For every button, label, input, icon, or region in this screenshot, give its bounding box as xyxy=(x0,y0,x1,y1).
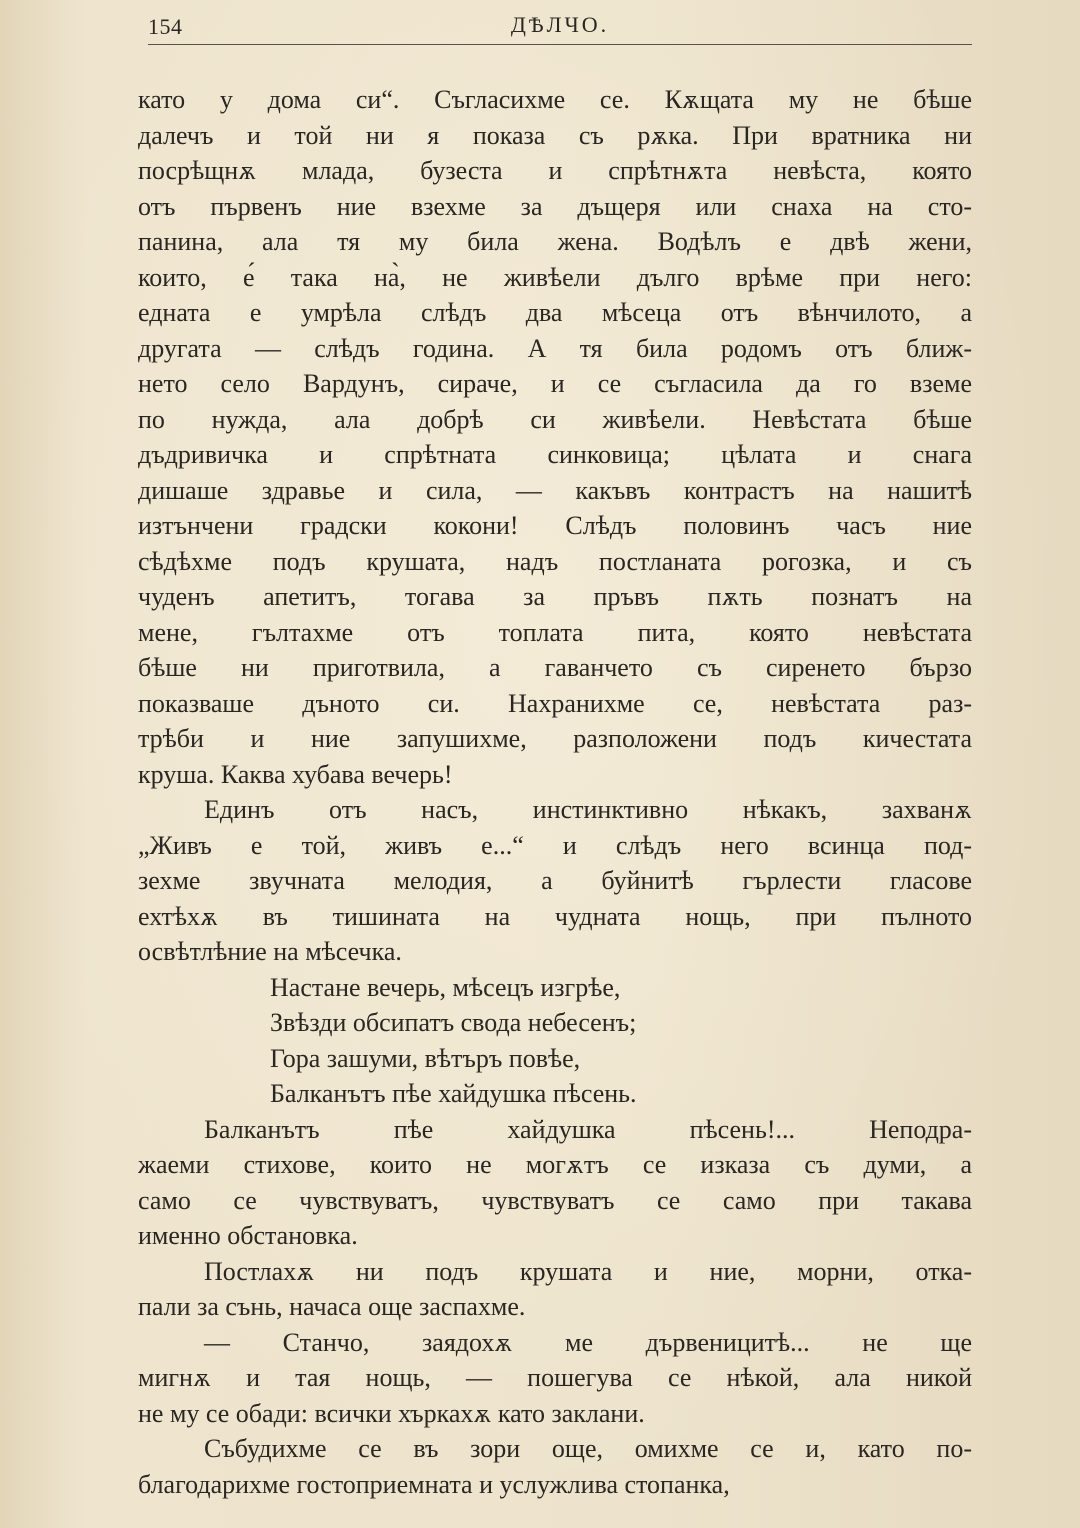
text-line: панина, ала тя му била жена. Водѣлъ е двѣ жени, xyxy=(138,227,972,256)
verse-line: Настане вечерь, мѣсецъ изгрѣе, xyxy=(270,972,621,1002)
paragraph xyxy=(138,792,972,970)
text-line: именно обстановка. xyxy=(138,1221,358,1250)
running-title: ДѢЛЧО. xyxy=(510,12,610,37)
text-line: само се чувствуватъ, чувствуватъ се само при такава xyxy=(138,1185,972,1215)
text-line: бѣше ни приготвила, а гаванчето съ сиренето бързо xyxy=(138,653,972,682)
page-number: 154 xyxy=(148,14,183,39)
text-line: ехтѣхѫ въ тишината на чудната нощь, при пълното xyxy=(138,901,972,931)
text-line: Постлахѫ ни подъ крушата и ние, морни, отка- xyxy=(204,1256,972,1286)
page-body xyxy=(138,82,972,1502)
text-line: далечъ и той ни я показа съ рѫка. При вратника ни xyxy=(138,120,972,150)
text-line: Събудихме се въ зори още, омихме се и, като по- xyxy=(204,1434,972,1463)
text-line: дишаше здравье и сила, — какъвъ контрастъ на нашитѣ xyxy=(138,475,972,505)
paragraphs-after-verse xyxy=(138,1112,972,1503)
paragraph xyxy=(138,82,972,792)
text-line: сѣдѣхме подъ крушата, надъ постланата рогозка, и съ xyxy=(138,546,972,576)
text-line: показваше дъното си. Нахранихме се, невѣстата раз- xyxy=(138,688,972,718)
paragraph xyxy=(138,1431,972,1502)
text-line: „Живъ е той, живъ е...“ и слѣдъ него всинца под- xyxy=(138,830,972,860)
text-line: отъ първенъ ние взехме за дъщеря или снаха на сто- xyxy=(138,191,972,221)
text-line: посрѣщнѫ млада, бузеста и спрѣтнѫта невѣста, която xyxy=(138,156,972,185)
text-line: жаеми стихове, които не могѫтъ се изказа съ думи, а xyxy=(138,1150,972,1179)
text-line: зехме звучната мелодия, а буйнитѣ гърлести гласове xyxy=(138,866,972,895)
text-line: едната е умрѣла слѣдъ два мѣсеца отъ вѣнчилото, а xyxy=(138,298,972,327)
verse-line: Балканътъ пѣе хайдушка пѣсень. xyxy=(270,1079,637,1108)
verse-stanza xyxy=(138,970,972,1112)
text-line: по нужда, ала добрѣ си живѣели. Невѣстата бѣше xyxy=(138,404,972,434)
text-line: които, е́ така на̀, не живѣели дълго врѣме при него: xyxy=(138,262,972,292)
text-line: освѣтлѣние на мѣсечка. xyxy=(138,937,402,966)
text-line: Единъ отъ насъ, инстинктивно нѣкакъ, захванѫ xyxy=(204,795,972,824)
text-line: благодарихме гостоприемната и услужлива стопанка, xyxy=(138,1469,730,1499)
text-line: мигнѫ и тая нощь, — пошегува се нѣкой, ала никой xyxy=(138,1363,972,1392)
page-header xyxy=(148,8,972,45)
paragraph xyxy=(138,1254,972,1325)
text-line: чуденъ апетитъ, тогава за пръвъ пѫть познатъ на xyxy=(138,582,972,611)
text-line: пали за сънь, начаса още заспахме. xyxy=(138,1292,526,1321)
text-line: круша. Каква хубава вечерь! xyxy=(138,759,453,789)
text-line: дъдривичка и спрѣтната синковица; цѣлата и снага xyxy=(138,440,972,469)
paragraph xyxy=(138,1325,972,1432)
paragraph xyxy=(138,1112,972,1254)
text-line: не му се обади: всички хъркахѫ като заклани. xyxy=(138,1398,645,1428)
verse-line: Звѣзди обсипатъ свода небесенъ; xyxy=(270,1008,637,1037)
text-line: мене, гълтахме отъ топлата пита, която невѣстата xyxy=(138,617,972,647)
text-line: като у дома си“. Съгласихме се. Кѫщата му не бѣше xyxy=(138,85,972,114)
text-line: трѣби и ние запушихме, разположени подъ кичестата xyxy=(138,724,972,753)
text-line: изтънчени градски кокони! Слѣдъ половинъ часъ ние xyxy=(138,511,972,540)
text-line: Балканътъ пѣе хайдушка пѣсень!... Неподра- xyxy=(204,1114,972,1144)
text-line: — Станчо, заядохѫ ме дървеницитѣ... не ще xyxy=(204,1327,972,1357)
verse-line: Гора зашуми, вѣтъръ повѣе, xyxy=(270,1043,581,1073)
paragraphs-before-verse xyxy=(138,82,972,970)
text-line: нето село Вардунъ, сираче, и се съгласила да го вземе xyxy=(138,369,972,398)
text-line: другата — слѣдъ година. А тя била родомъ отъ ближ- xyxy=(138,333,972,363)
